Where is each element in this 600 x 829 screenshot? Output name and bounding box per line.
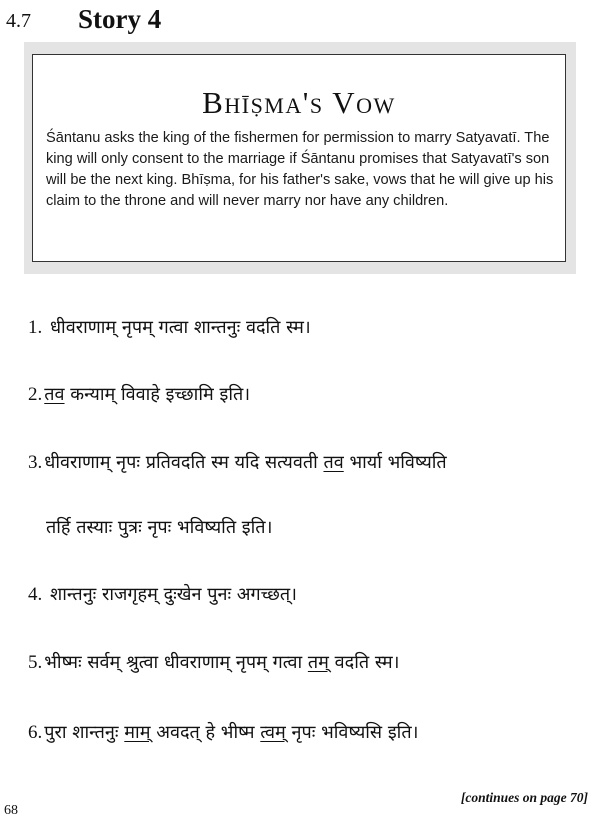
underlined-word-2: त्वम् <box>260 722 286 743</box>
underlined-word: तम् <box>307 652 329 673</box>
underlined-word: तव <box>44 384 65 405</box>
page-number: 68 <box>4 803 18 818</box>
story-summary-text: Śāntanu asks the king of the fishermen for permission to marry Satyavatī. The king will only consent to the marriage if Śāntanu promises that Satyavatī's son will be the next king. Bhīṣma, for his father's sake, vows that he will give up his claim to the throne and will never marry nor have any children. <box>46 130 554 209</box>
sentence-text: शान्तनुः राजगृहम् दुःखेन पुनः अगच्छत्। <box>49 584 298 605</box>
sentence-text: कन्याम् विवाहे इच्छामि इति। <box>64 384 251 405</box>
section-number: 4.7 <box>6 10 31 32</box>
sentence-text: धीवराणाम् नृपः प्रतिवदति स्म यदि सत्यवती <box>44 452 324 473</box>
story-title: Bhīṣma's Vow <box>202 85 396 120</box>
sentence-text: तर्हि तस्याः पुत्रः नृपः भविष्यति इति। <box>46 517 273 538</box>
sentence-text: धीवराणाम् नृपम् गत्वा शान्तनुः वदति स्म। <box>49 317 311 338</box>
sentence-5 <box>28 650 399 674</box>
sentence-number: 3. <box>28 452 43 473</box>
underlined-word: तव <box>323 452 344 473</box>
sentence-text-end: नृपः भविष्यसि इति। <box>285 722 419 743</box>
sentence-number: 5. <box>28 652 43 673</box>
sentence-number: 1. <box>28 317 43 338</box>
story-summary-box <box>32 54 566 262</box>
sentence-text: पुरा शान्तनुः <box>44 722 125 743</box>
sentence-4 <box>28 582 297 606</box>
sentence-1 <box>28 315 311 339</box>
sentence-number: 6. <box>28 722 43 743</box>
sentence-number: 2. <box>28 384 43 405</box>
section-title: Story 4 <box>78 4 162 34</box>
continues-note: [continues on page 70] <box>460 790 588 805</box>
sentence-6 <box>28 720 418 744</box>
sentence-text: भीष्मः सर्वम् श्रुत्वा धीवराणाम् नृपम् गत्वा <box>44 652 308 673</box>
sentence-3 <box>28 450 447 474</box>
sentence-number: 4. <box>28 584 43 605</box>
sentence-text-mid: अवदत् हे भीष्म <box>150 722 261 743</box>
sentence-text-end: भार्या भविष्यति <box>343 452 447 473</box>
sentence-3-continued <box>46 515 272 539</box>
sentence-2 <box>28 382 250 406</box>
underlined-word: माम् <box>124 722 151 743</box>
sentence-text-end: वदति स्म। <box>328 652 400 673</box>
